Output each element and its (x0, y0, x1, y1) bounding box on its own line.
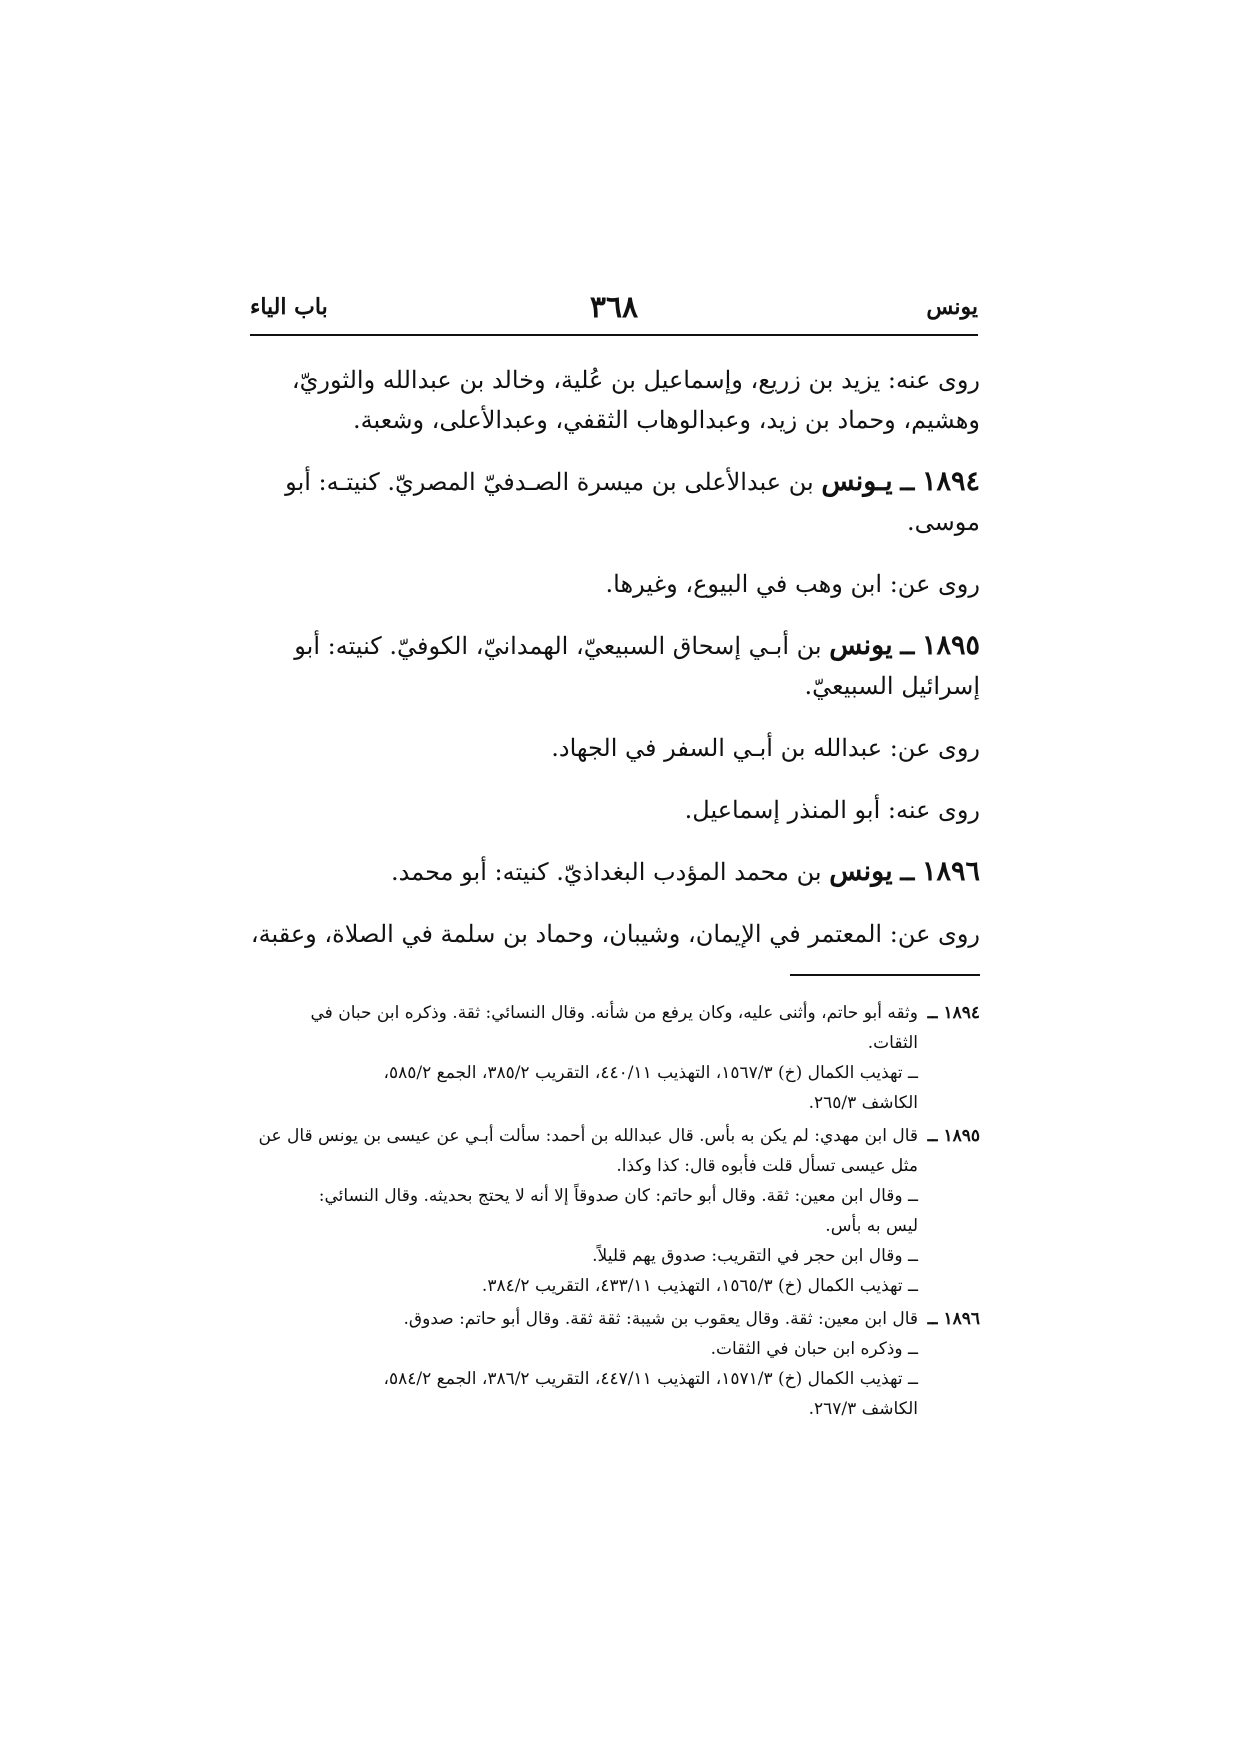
narration-line: روى عن: المعتمر في الإيمان، وشيبان، وحماد بن سلمة في الصلاة، وعقبة، (250, 920, 980, 948)
footnote-line: ــ تهذيب الكمال (خ) ١٥٦٥/٣، التهذيب ٤٣٣/١١، التقريب ٣٨٤/٢. (481, 1276, 918, 1296)
footnote (250, 1304, 980, 1424)
entry-dash: ــ (900, 857, 915, 886)
narration-line: روى عن: عبدالله بن أبـي السفر في الجهاد. (551, 734, 980, 762)
entry-text: بن عبدالأعلى بن ميسرة الصـدفيّ المصريّ. كنيتـه: أبو موسى. (285, 468, 980, 536)
footnote-line: ــ تهذيب الكمال (خ) ١٥٦٧/٣، التهذيب ٤٤٠/١١، التقريب ٣٨٥/٢، الجمع ٥٨٥/٢، (383, 1063, 918, 1083)
main-text (250, 360, 980, 976)
header-chapter-title: باب الياء (250, 294, 328, 320)
entry-name: يـونس (821, 466, 893, 497)
page-number: ٣٦٨ (589, 290, 639, 325)
entry-heading (250, 852, 980, 892)
footnote-line: ــ وذكره ابن حبان في الثقات. (710, 1339, 918, 1359)
footnote-line: ــ وقال ابن معين: ثقة. وقال أبو حاتم: كان صدوقاً إلا أنه لا يحتج بحديثه. وقال النسائي: (318, 1186, 918, 1206)
entry-heading (250, 462, 980, 542)
entry-heading (250, 626, 980, 706)
running-header (250, 290, 978, 336)
footnote-line: قال ابن مهدي: لم يكن به بأس. قال عبدالله بن أحمد: سألت أبـي عن عيسى بن يونس قال عن (258, 1126, 918, 1146)
footnote-line: قال ابن معين: ثقة. وقال يعقوب بن شيبة: ثقة ثقة. وقال أبو حاتم: صدوق. (403, 1309, 918, 1329)
footnote-divider (790, 974, 980, 976)
footnote-line: مثل عيسى تسأل قلت فأبوه قال: كذا وكذا. (616, 1156, 918, 1176)
entry-dash: ــ (900, 467, 915, 496)
narration-line: روى عن: ابن وهب في البيوع، وغيرها. (605, 570, 980, 598)
footnote-line: الكاشف ٢٦٥/٣. (808, 1093, 918, 1113)
entry-text: بن أبـي إسحاق السبيعيّ، الهمدانيّ، الكوفيّ. كنيته: أبو إسرائيل السبيعيّ. (294, 632, 980, 700)
entry-name: يونس (829, 630, 893, 661)
footnote-line: ــ وقال ابن حجر في التقريب: صدوق يهم قليلاً. (592, 1246, 918, 1266)
entry-dash: ــ (900, 631, 915, 660)
footnote-line: ليس به بأس. (825, 1216, 918, 1236)
footnote-line: ــ تهذيب الكمال (خ) ١٥٧١/٣، التهذيب ٤٤٧/١١، التقريب ٣٨٦/٢، الجمع ٥٨٤/٢، (383, 1369, 918, 1389)
footnote (250, 998, 980, 1118)
continuation-paragraph: روى عنه: يزيد بن زريع، وإسماعيل بن عُلية، وخالد بن عبدالله والثوريّ، وهشيم، وحماد بن زيد، وعبدالوهاب الثقفي، وعبدالأعلى، وشعبة. (291, 366, 980, 434)
footnotes (250, 998, 980, 1427)
entry-number: ١٨٩٦ (921, 856, 980, 887)
footnote-number: ١٨٩٦ ــ (927, 1309, 980, 1329)
footnote-number: ١٨٩٤ ــ (927, 1003, 980, 1023)
entry-text: بن محمد المؤدب البغداذيّ. كنيته: أبو محمد. (391, 858, 822, 886)
entry-name: يونس (829, 856, 893, 887)
footnote (250, 1121, 980, 1301)
narration-line: روى عنه: أبو المنذر إسماعيل. (684, 796, 980, 824)
footnote-line: الكاشف ٢٦٧/٣. (808, 1399, 918, 1419)
footnote-number: ١٨٩٥ ــ (927, 1126, 980, 1146)
header-entry-name: يونس (926, 294, 978, 320)
entry-number: ١٨٩٥ (921, 630, 980, 661)
entry-number: ١٨٩٤ (921, 466, 980, 497)
footnote-line: وثقه أبو حاتم، وأثنى عليه، وكان يرفع من شأنه. وقال النسائي: ثقة. وذكره ابن حبان في (310, 1003, 918, 1023)
footnote-line: الثقات. (867, 1033, 918, 1053)
